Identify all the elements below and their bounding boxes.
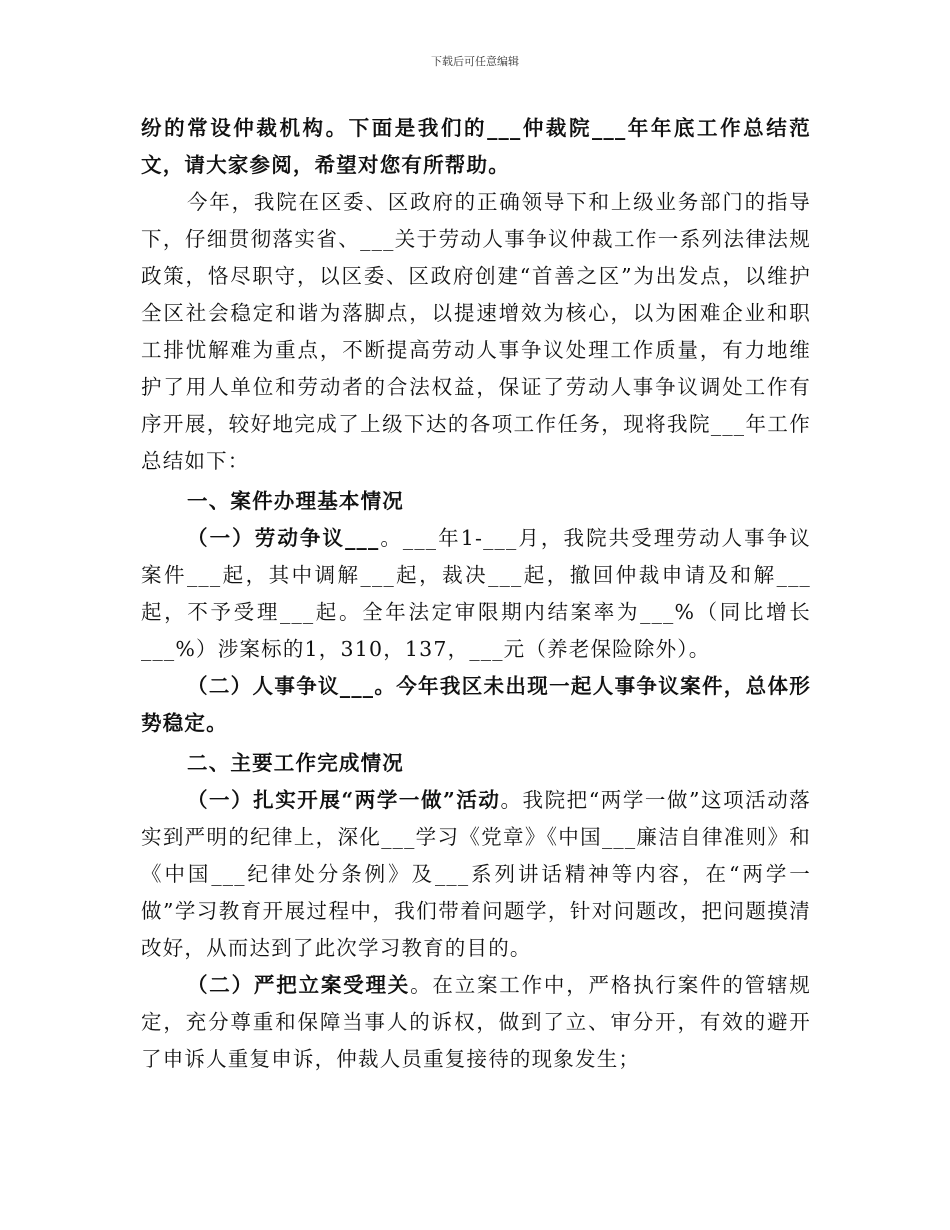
study-activity-paragraph <box>141 782 811 967</box>
study-activity-heading: （一）扎实开展“两学一做”活动 <box>187 788 501 812</box>
labor-dispute-heading: （一）劳动争议___ <box>187 526 380 550</box>
labor-dispute-paragraph <box>141 520 811 668</box>
case-filing-heading: （二）严把立案受理关 <box>187 973 411 997</box>
case-filing-text: 。在立案工作中，严格执行案件的管辖规定，充分尊重和保障当事人的诉权，做到了立、审分开，有效的避开了申诉人重复申诉，仲裁人员重复接待的现象发生； <box>141 973 811 1071</box>
labor-dispute-text: 。___年1-___月，我院共受理劳动人事争议案件___起，其中调解___起，裁决___起，撤回仲裁申请及和解___起，不予受理___起。全年法定审限期内结案率为___%（同比增长___%）涉案标的1，310，137，___元（养老保险除外）。 <box>141 526 812 661</box>
case-filing-paragraph <box>141 967 811 1078</box>
study-activity-text: 。我院把“两学一做”这项活动落实到严明的纪律上，深化___学习《党章》《中国___廉洁自律准则》和《中国___纪律处分条例》及___系列讲话精神等内容，在“两学一做”学习教育开展过程中，我们带着问题学，针对问题改，把问题摸清改好，从而达到了此次学习教育的目的。 <box>141 788 811 960</box>
section-heading-2: 二、主要工作完成情况 <box>187 751 404 775</box>
section-heading-1: 一、案件办理基本情况 <box>187 489 404 513</box>
document-body <box>141 110 811 1078</box>
personnel-dispute-paragraph: （二）人事争议___。今年我区未出现一起人事争议案件，总体形势稳定。 <box>141 674 811 735</box>
intro-paragraph: 纷的常设仲裁机构。下面是我们的___仲裁院___年年底工作总结范文，请大家参阅，希望对您有所帮助。 <box>141 116 811 177</box>
overview-paragraph: 今年，我院在区委、区政府的正确领导下和上级业务部门的指导下，仔细贯彻落实省、___关于劳动人事争议仲裁工作一系列法律法规政策，恪尽职守，以区委、区政府创建“首善之区”为出发点，以维护全区社会稳定和谐为落脚点，以提速增效为核心，以为困难企业和职工排忧解难为重点，不断提高劳动人事争议处理工作质量，有力地维护了用人单位和劳动者的合法权益，保证了劳动人事争议调处工作有序开展，较好地完成了上级下达的各项工作任务，现将我院___年工作总结如下： <box>141 190 811 473</box>
page-header: 下载后可任意编辑 <box>431 55 519 68</box>
